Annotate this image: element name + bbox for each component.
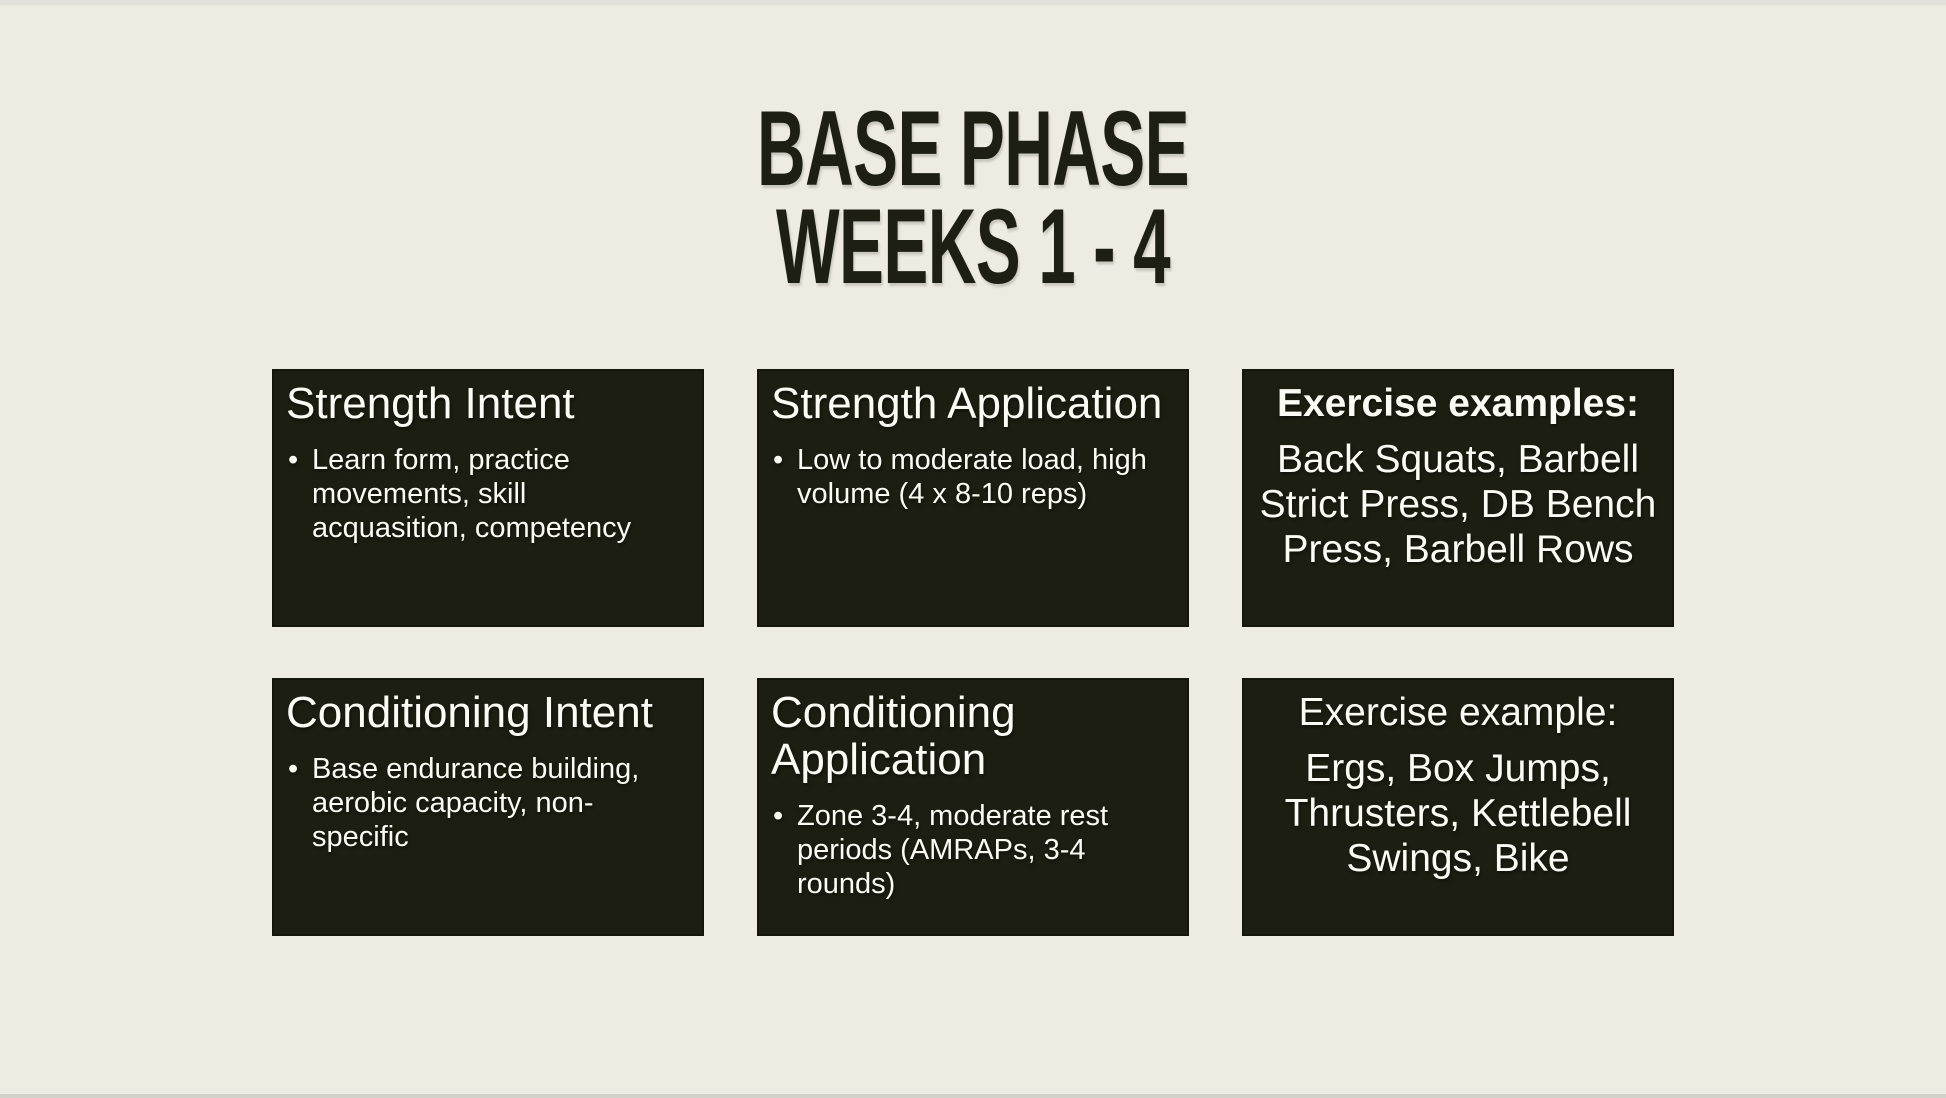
card-grid xyxy=(272,369,1674,936)
bullet-dot-icon: • xyxy=(773,444,784,476)
card-strength-intent xyxy=(272,369,704,627)
card-exercise-examples-strength xyxy=(1242,369,1674,627)
slide-title-line-1: BASE PHASE xyxy=(757,88,1189,208)
slide-title xyxy=(0,88,1946,306)
bullet-item xyxy=(286,443,688,545)
card-title: Strength Intent xyxy=(286,379,575,428)
card-bullet-list xyxy=(286,443,688,545)
bullet-text: Low to moderate load, high volume (4 x 8-10 reps) xyxy=(797,444,1147,510)
card-bullet-list xyxy=(286,752,688,854)
bullet-dot-icon: • xyxy=(288,444,299,476)
bullet-text: Zone 3-4, moderate rest periods (AMRAPs, 3-4 rounds) xyxy=(797,800,1109,900)
card-body-text: Ergs, Box Jumps, Thrusters, Kettlebell Swings, Bike xyxy=(1284,747,1632,880)
card-bullet-list xyxy=(771,799,1173,901)
slide-top-edge xyxy=(0,0,1946,5)
slide-title-line-2: WEEKS 1 - 4 xyxy=(776,186,1170,306)
bullet-text: Learn form, practice movements, skill acquasition, competency xyxy=(312,444,632,544)
card-title: Conditioning Application xyxy=(771,688,1016,784)
bullet-text: Base endurance building, aerobic capacity, non-specific xyxy=(312,753,640,853)
card-strength-application xyxy=(757,369,1189,627)
card-title: Exercise examples: xyxy=(1276,382,1640,425)
card-exercise-example-conditioning xyxy=(1242,678,1674,936)
slide-bottom-edge xyxy=(0,1094,1946,1098)
card-conditioning-intent xyxy=(272,678,704,936)
bullet-dot-icon: • xyxy=(773,800,784,832)
card-conditioning-application xyxy=(757,678,1189,936)
card-title: Strength Application xyxy=(771,379,1163,428)
card-body-text: Back Squats, Barbell Strict Press, DB Bench Press, Barbell Rows xyxy=(1259,438,1657,571)
card-title: Exercise example: xyxy=(1298,691,1618,734)
card-title: Conditioning Intent xyxy=(286,688,653,737)
bullet-item xyxy=(286,752,688,854)
bullet-dot-icon: • xyxy=(288,753,299,785)
bullet-item xyxy=(771,799,1173,901)
card-bullet-list xyxy=(771,443,1173,511)
bullet-item xyxy=(771,443,1173,511)
